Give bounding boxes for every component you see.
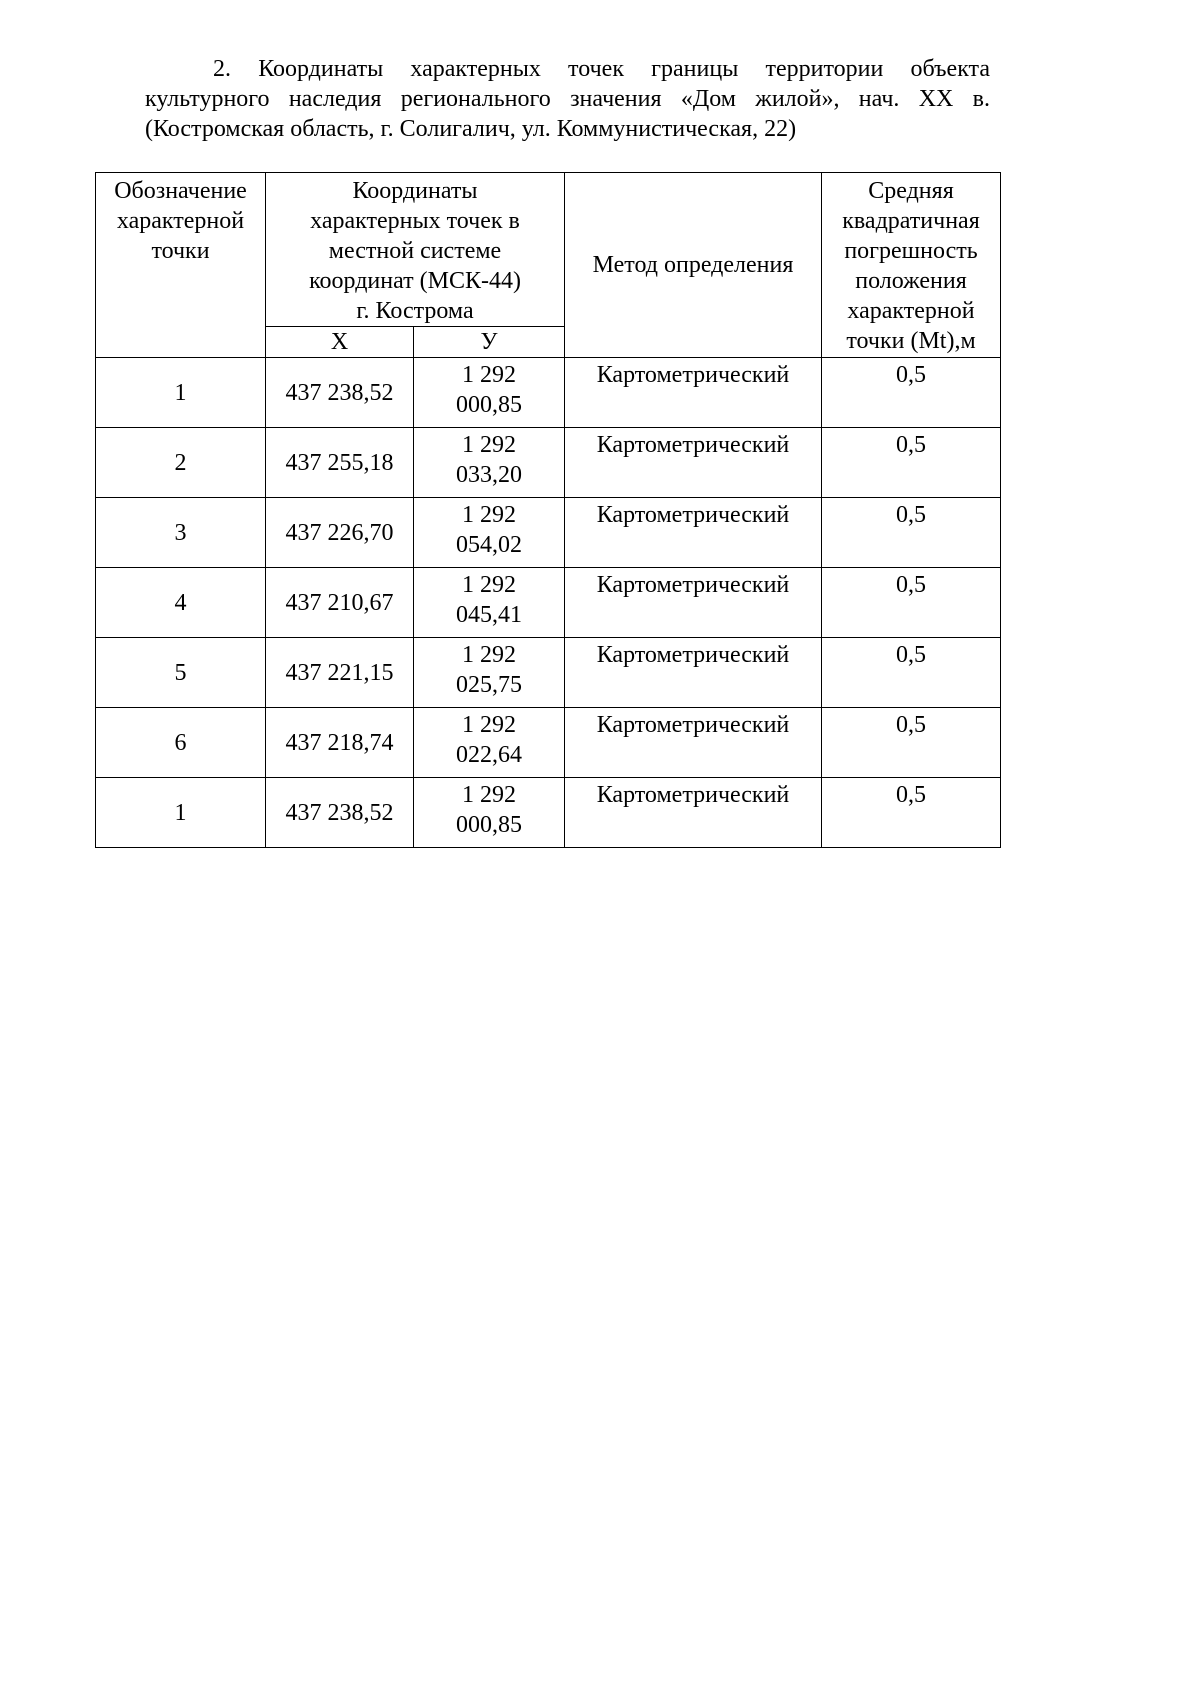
cell-x: 437 238,52: [266, 778, 414, 848]
coordinates-table: [95, 172, 1001, 848]
cell-method: Картометрический: [565, 568, 822, 638]
cell-x: 437 221,15: [266, 638, 414, 708]
cell-point: 5: [96, 638, 266, 708]
cell-error: 0,5: [822, 638, 1001, 708]
cell-y: 1 292 000,85: [414, 358, 565, 428]
header-method: Метод определения: [565, 173, 822, 358]
cell-error: 0,5: [822, 568, 1001, 638]
cell-error: 0,5: [822, 428, 1001, 498]
cell-point: 3: [96, 498, 266, 568]
cell-method: Картометрический: [565, 498, 822, 568]
cell-error: 0,5: [822, 358, 1001, 428]
table-row: [96, 498, 1001, 568]
cell-y: 1 292 045,41: [414, 568, 565, 638]
cell-x: 437 226,70: [266, 498, 414, 568]
table-row: [96, 358, 1001, 428]
cell-method: Картометрический: [565, 708, 822, 778]
table-row: [96, 778, 1001, 848]
cell-x: 437 255,18: [266, 428, 414, 498]
document-heading: 2. Координаты характерных точек границы территории объекта культурного наследия регионального значения «Дом жилой», нач. XX в. (Костромская область, г. Солигалич, ул. Коммунистическая, 22): [145, 56, 990, 142]
table-row: [96, 568, 1001, 638]
cell-y: 1 292 025,75: [414, 638, 565, 708]
cell-point: 1: [96, 358, 266, 428]
cell-x: 437 238,52: [266, 358, 414, 428]
cell-y: 1 292 022,64: [414, 708, 565, 778]
header-point: Обозначение характерной точки: [96, 173, 266, 358]
table-row: [96, 708, 1001, 778]
cell-method: Картометрический: [565, 358, 822, 428]
header-x: Х: [266, 327, 414, 358]
header-coordinates: Координаты характерных точек в местной системе координат (МСК-44) г. Кострома: [266, 173, 565, 327]
cell-x: 437 210,67: [266, 568, 414, 638]
header-error: Средняя квадратичная погрешность положения характерной точки (Mt),м: [822, 173, 1001, 358]
cell-error: 0,5: [822, 498, 1001, 568]
cell-error: 0,5: [822, 708, 1001, 778]
cell-point: 6: [96, 708, 266, 778]
cell-y: 1 292 033,20: [414, 428, 565, 498]
header-y: У: [414, 327, 565, 358]
cell-y: 1 292 054,02: [414, 498, 565, 568]
cell-error: 0,5: [822, 778, 1001, 848]
table-row: [96, 638, 1001, 708]
cell-y: 1 292 000,85: [414, 778, 565, 848]
cell-x: 437 218,74: [266, 708, 414, 778]
cell-method: Картометрический: [565, 778, 822, 848]
table-row: [96, 428, 1001, 498]
cell-point: 4: [96, 568, 266, 638]
cell-method: Картометрический: [565, 428, 822, 498]
cell-point: 1: [96, 778, 266, 848]
cell-method: Картометрический: [565, 638, 822, 708]
cell-point: 2: [96, 428, 266, 498]
